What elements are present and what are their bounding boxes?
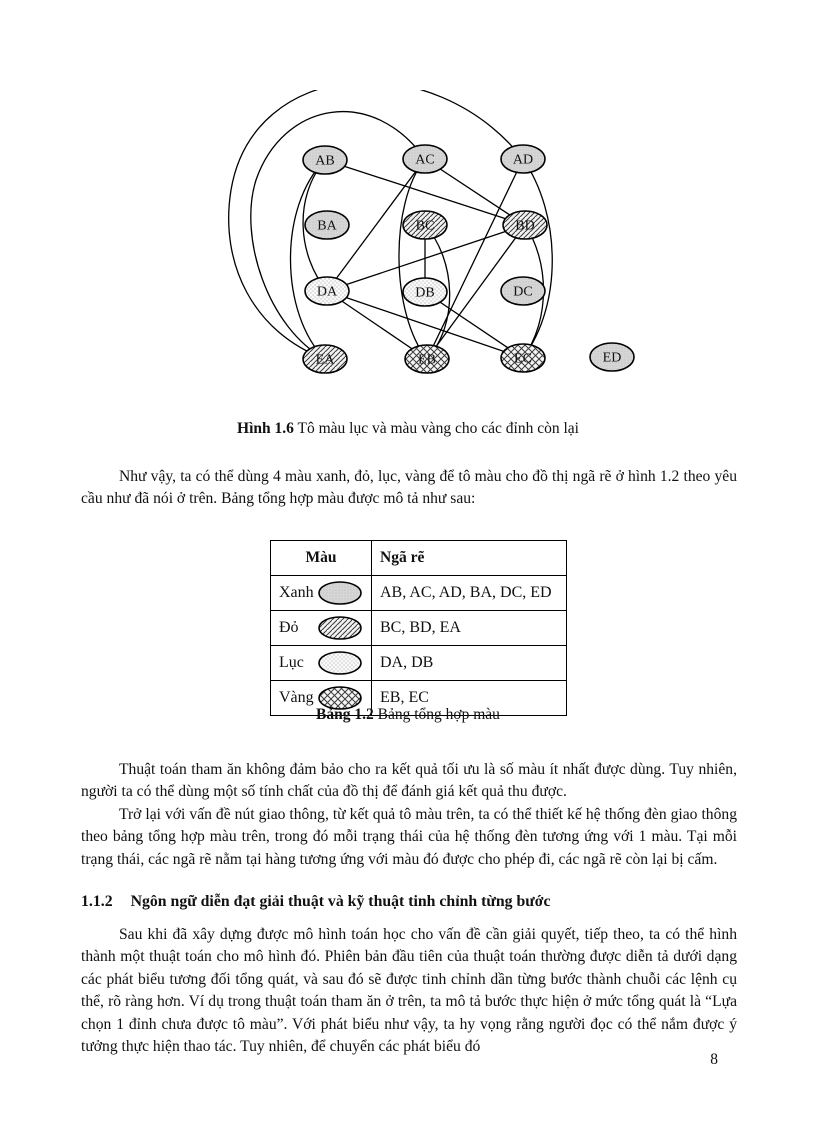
section-title: Ngôn ngữ diễn đạt giải thuật và kỹ thuật tinh chỉnh từng bước (130, 893, 551, 910)
graph-node-ED (590, 343, 634, 371)
graph-node-label: BC (415, 218, 435, 234)
table-caption (0, 706, 816, 724)
graph-node-BA (305, 211, 349, 239)
color-swatch-xanh (317, 580, 363, 606)
graph-node-label: AC (415, 152, 435, 168)
paragraph-intro: Như vậy, ta có thể dùng 4 màu xanh, đỏ, lục, vàng để tô màu cho đồ thị ngã rẽ ở hình 1.2 theo yêu cầu như đã nói ở trên. Bảng tổng hợp màu được mô tả như sau: (81, 468, 737, 508)
table-row (271, 646, 567, 681)
graph-node-AC (403, 145, 447, 173)
graph-node-label: EA (315, 352, 335, 368)
table-caption-text: Bảng tổng hợp màu (373, 706, 500, 723)
graph-node-label: ED (602, 350, 622, 366)
color-name: Đỏ (279, 619, 299, 636)
graph-node-AB (303, 146, 347, 174)
table-row (271, 576, 567, 611)
graph-node-label: BD (515, 218, 535, 234)
graph-node-label: DC (513, 284, 533, 300)
graph-node-BC (403, 211, 447, 239)
section-heading (81, 893, 737, 911)
graph-node-EC (501, 344, 545, 372)
figure-caption-text: Tô màu lục và màu vàng cho các đỉnh còn lại (293, 420, 579, 437)
graph-node-EA (303, 345, 347, 373)
turn-list: DA, DB (372, 646, 567, 681)
page-number: 8 (710, 1051, 718, 1068)
graph-node-EB (405, 345, 449, 373)
graph-node-DC (501, 277, 545, 305)
figure-caption-label: Hình 1.6 (237, 420, 294, 437)
paragraph-greedy: Thuật toán tham ăn không đảm bảo cho ra kết quả tối ưu là số màu ít nhất được dùng. Tuy nhiên, người ta có thể dùng một số tính chất của đồ thị để đánh giá kết quả thu được. (81, 761, 737, 801)
color-swatch-luc (317, 650, 363, 676)
paragraph-traffic: Trở lại với vấn đề nút giao thông, từ kết quả tô màu trên, ta có thể thiết kế hệ thống đèn giao thông theo bảng tổng hợp màu trên, trong đó mỗi trạng thái của hệ thống đèn tương ứng với 1 màu. Tại mỗi trạng thái, các ngã rẽ nằm tại hàng tương ứng với màu đó được cho phép đi, các ngã rẽ còn lại bị cấm. (81, 806, 737, 868)
graph-node-label: EB (418, 352, 436, 368)
table-header-mau: Màu (271, 541, 372, 576)
graph-node-label: DA (316, 284, 338, 300)
figure-caption (0, 420, 816, 438)
graph-node-AD (501, 145, 545, 173)
turn-list: AB, AC, AD, BA, DC, ED (372, 576, 567, 611)
graph-node-label: DB (415, 285, 435, 301)
turn-conflict-graph (213, 90, 653, 396)
table-header-ngare: Ngã rẽ (372, 541, 567, 576)
graph-node-label: AD (512, 152, 534, 168)
color-name: Xanh (279, 584, 314, 601)
table-caption-label: Bảng 1.2 (316, 706, 374, 723)
graph-edge (427, 159, 523, 359)
color-summary-table (270, 540, 567, 716)
turn-list: EB, EC (372, 681, 567, 716)
turn-list: BC, BD, EA (372, 611, 567, 646)
table-row (271, 611, 567, 646)
color-name: Vàng (279, 689, 314, 706)
color-swatch-do (317, 615, 363, 641)
graph-node-label: BA (317, 218, 337, 234)
graph-node-label: AB (315, 153, 335, 169)
graph-node-label: EC (514, 351, 532, 367)
table-header-row (271, 541, 567, 576)
graph-node-DB (403, 278, 447, 306)
paragraph-refinement: Sau khi đã xây dựng được mô hình toán học cho vấn đề cần giải quyết, tiếp theo, ta có thể hình thành một thuật toán cho mô hình đó. Phiên bản đầu tiên của thuật toán thường được diễn tả dưới dạng các phát biểu tương đối tổng quát, và sau đó sẽ được tinh chỉnh dần từng bước thành chuỗi các lệnh cụ thể, rõ ràng hơn. Ví dụ trong thuật toán tham ăn ở trên, ta mô tả bước thực hiện ở mức tổng quát là “Lựa chọn 1 đỉnh chưa được tô màu”. Với phát biểu như vậy, ta hy vọng rằng người đọc có thể nắm được ý tưởng thực hiện thao tác. Tuy nhiên, để chuyển các phát biểu đó (81, 926, 737, 1056)
graph-node-DA (305, 277, 349, 305)
section-number: 1.1.2 (81, 893, 113, 910)
color-name: Lục (279, 654, 304, 671)
graph-node-BD (503, 211, 547, 239)
